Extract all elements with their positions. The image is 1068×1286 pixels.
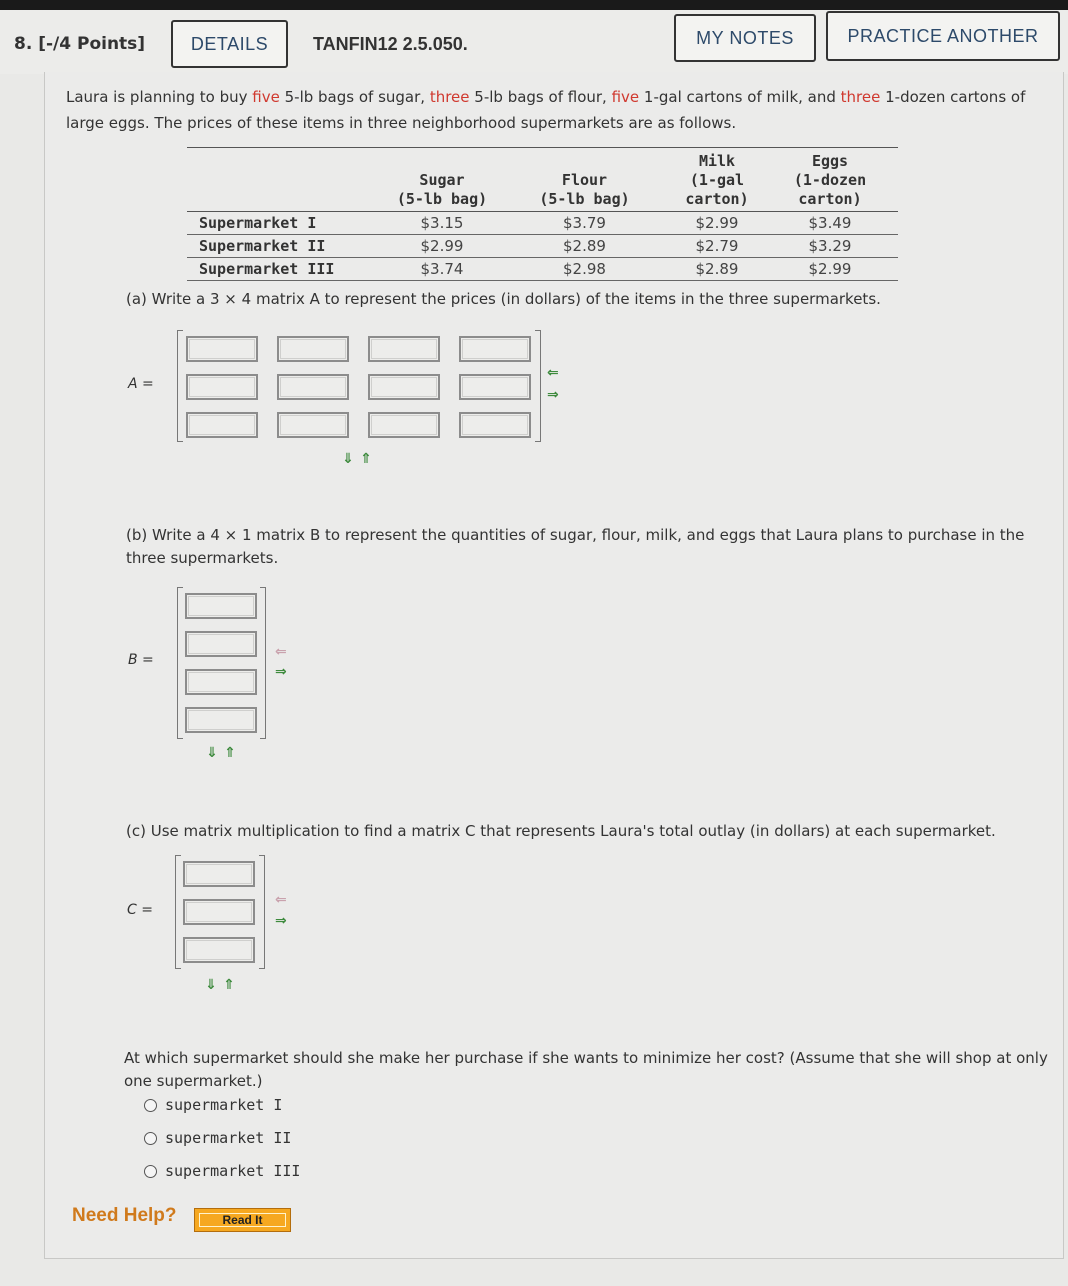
intro-text: 1-gal cartons of milk, and	[639, 88, 841, 106]
matrix-b-cell-1[interactable]	[185, 593, 257, 619]
table-cell: $2.99	[762, 258, 898, 281]
option-label: supermarket III	[165, 1162, 301, 1180]
header-line: Eggs	[811, 152, 849, 170]
problem-intro	[66, 84, 1026, 136]
table-cell: $2.89	[497, 235, 672, 258]
intro-text: 5-lb bags of sugar,	[279, 88, 430, 106]
intro-text: 5-lb bags of flour,	[469, 88, 612, 106]
header-line: (1-gal	[689, 171, 745, 189]
question-id: TANFIN12 2.5.050.	[313, 34, 468, 54]
price-table	[187, 147, 898, 281]
matrix-a-cell-2-2[interactable]	[277, 374, 349, 400]
intro-highlight: five	[252, 88, 280, 106]
table-header-flour	[497, 148, 672, 212]
matrix-b-cell-4[interactable]	[185, 707, 257, 733]
radio-button[interactable]	[144, 1132, 157, 1145]
table-header-row	[187, 148, 898, 212]
question-number: 8. [-/4 Points]	[14, 34, 146, 54]
matrix-a-cell-2-1[interactable]	[186, 374, 258, 400]
table-cell: $2.98	[497, 258, 672, 281]
table-header-sugar	[387, 148, 497, 212]
matrix-a-cell-2-3[interactable]	[368, 374, 440, 400]
add-column-arrow-icon[interactable]: ⇒	[547, 387, 559, 403]
intro-text: Laura is planning to buy	[66, 88, 253, 106]
intro-text: 1-dozen cartons of large eggs. The prices of these items in three neighborhood supermarkets are as follows.	[66, 88, 1026, 132]
add-row-arrow-icon[interactable]: ⇓	[342, 451, 354, 467]
practice-another-button[interactable]: PRACTICE ANOTHER	[826, 11, 1060, 61]
matrix-b-right-bracket	[260, 587, 266, 739]
remove-row-arrow-icon[interactable]: ⇑	[224, 745, 236, 761]
intro-highlight: five	[611, 88, 640, 106]
intro-highlight: three	[840, 88, 881, 106]
option-label: supermarket I	[165, 1096, 283, 1114]
part-b-text: (b) Write a 4 × 1 matrix B to represent the quantities of sugar, flour, milk, and eggs that Laura plans to purchase in the three supermarkets.	[126, 526, 1025, 567]
min-cost-question: At which supermarket should she make her purchase if she wants to minimize her cost? (Assume that she will shop at only one supermarket.)	[124, 1049, 1048, 1090]
radio-button[interactable]	[144, 1165, 157, 1178]
need-help-label: Need Help?	[72, 1205, 177, 1226]
matrix-a-right-bracket	[535, 330, 541, 442]
part-a-text: (a) Write a 3 × 4 matrix A to represent the prices (in dollars) of the items in the three supermarkets.	[126, 290, 881, 308]
add-row-arrow-icon[interactable]: ⇓	[205, 977, 217, 993]
add-column-arrow-icon[interactable]: ⇒	[275, 664, 287, 680]
remove-column-arrow-icon[interactable]: ⇐	[547, 365, 559, 381]
matrix-c-label: C =	[127, 902, 153, 918]
add-column-arrow-icon[interactable]: ⇒	[275, 913, 287, 929]
row-name: Supermarket II	[187, 235, 387, 258]
table-header-blank	[187, 148, 387, 212]
header-line: (5-lb bag)	[396, 190, 488, 208]
option-supermarket-2[interactable]	[144, 1129, 291, 1147]
matrix-b-cell-3[interactable]	[185, 669, 257, 695]
header-line: carton)	[798, 190, 862, 208]
matrix-a-cell-3-4[interactable]	[459, 412, 531, 438]
table-cell: $3.79	[497, 212, 672, 235]
matrix-c-cell-1[interactable]	[183, 861, 255, 887]
header-line: Sugar	[419, 171, 465, 189]
read-it-label: Read It	[222, 1213, 263, 1227]
header-line: carton)	[685, 190, 749, 208]
matrix-a-cell-3-3[interactable]	[368, 412, 440, 438]
matrix-a-label: A =	[128, 376, 154, 392]
table-cell: $3.15	[387, 212, 497, 235]
header-line: (1-dozen	[793, 171, 867, 189]
remove-row-arrow-icon[interactable]: ⇑	[223, 977, 235, 993]
table-header-milk	[672, 148, 762, 212]
add-row-arrow-icon[interactable]: ⇓	[206, 745, 218, 761]
row-name: Supermarket I	[187, 212, 387, 235]
matrix-b-cell-2[interactable]	[185, 631, 257, 657]
matrix-a-cell-1-1[interactable]	[186, 336, 258, 362]
matrix-c-cell-2[interactable]	[183, 899, 255, 925]
matrix-a-cell-3-2[interactable]	[277, 412, 349, 438]
table-row	[187, 235, 898, 258]
matrix-c-left-bracket	[175, 855, 181, 969]
table-cell: $2.99	[672, 212, 762, 235]
intro-highlight: three	[429, 88, 470, 106]
remove-row-arrow-icon[interactable]: ⇑	[360, 451, 372, 467]
matrix-a-left-bracket	[177, 330, 183, 442]
part-c-text: (c) Use matrix multiplication to find a matrix C that represents Laura's total outlay (in dollars) at each supermarket.	[126, 822, 996, 840]
matrix-c-right-bracket	[259, 855, 265, 969]
top-dark-bar	[0, 0, 1068, 10]
read-it-button[interactable]	[194, 1208, 291, 1232]
matrix-a-cell-1-2[interactable]	[277, 336, 349, 362]
table-cell: $3.49	[762, 212, 898, 235]
radio-button[interactable]	[144, 1099, 157, 1112]
matrix-b-label: B =	[128, 652, 154, 668]
header-line: Milk	[698, 152, 736, 170]
option-supermarket-3[interactable]	[144, 1162, 300, 1180]
matrix-a-cell-2-4[interactable]	[459, 374, 531, 400]
matrix-a-cell-1-3[interactable]	[368, 336, 440, 362]
table-cell: $2.79	[672, 235, 762, 258]
matrix-b-left-bracket	[177, 587, 183, 739]
table-cell: $2.99	[387, 235, 497, 258]
remove-column-arrow-icon[interactable]: ⇐	[275, 892, 287, 908]
table-header-eggs	[762, 148, 898, 212]
header-line: Flour	[561, 171, 608, 189]
header-line: (5-lb bag)	[539, 190, 630, 208]
my-notes-button[interactable]: MY NOTES	[674, 14, 816, 62]
matrix-c-cell-3[interactable]	[183, 937, 255, 963]
table-cell: $3.74	[387, 258, 497, 281]
remove-column-arrow-icon[interactable]: ⇐	[275, 644, 287, 660]
table-cell: $2.89	[672, 258, 762, 281]
option-label: supermarket II	[165, 1129, 292, 1147]
table-row	[187, 258, 898, 281]
table-cell: $3.29	[762, 235, 898, 258]
matrix-a-cell-1-4[interactable]	[459, 336, 531, 362]
table-row	[187, 212, 898, 235]
details-button[interactable]: DETAILS	[171, 20, 288, 68]
matrix-a-cell-3-1[interactable]	[186, 412, 258, 438]
option-supermarket-1[interactable]	[144, 1096, 282, 1114]
row-name: Supermarket III	[187, 258, 387, 281]
